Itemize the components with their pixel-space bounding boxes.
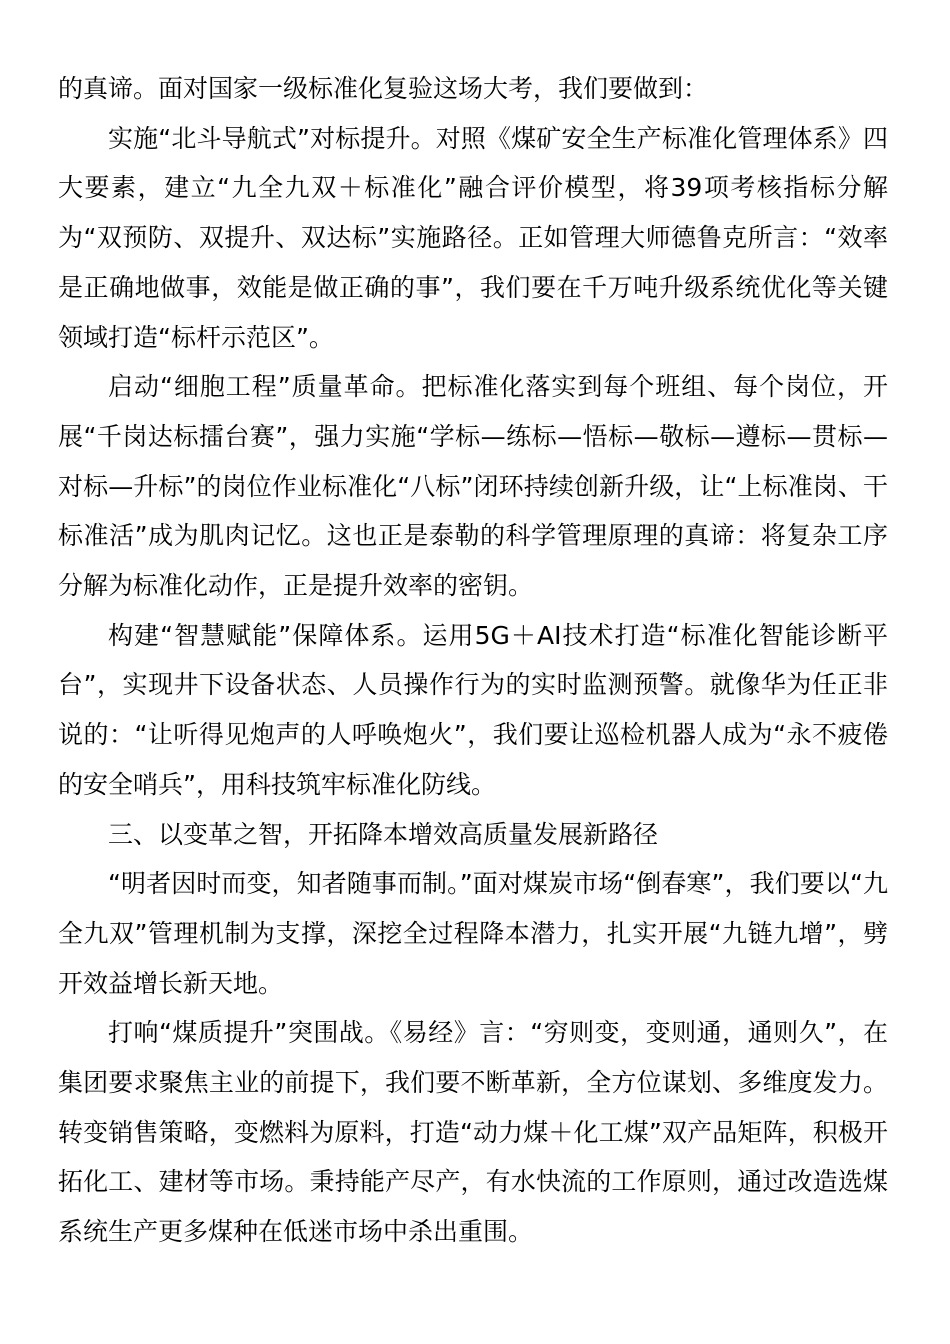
document-page [58,64,888,1257]
paragraph-1: 的真谛。面对国家一级标准化复验这场大考，我们要做到： [58,74,709,103]
paragraph-2: 实施“北斗导航式”对标提升。对照《煤矿安全生产标准化管理体系》四大要素，建立“九全九双＋标准化”融合评价模型，将39项考核指标分解为“双预防、双提升、双达标”实施路径。正如管理大师德鲁克所言：“效率是正确地做事，效能是做正确的事”，我们要在千万吨升级系统优化等关键领域打造“标杆示范区”。 [58,123,888,352]
paragraph-5: “明者因时而变，知者随事而制。”面对煤炭市场“倒春寒”，我们要以“九全九双”管理机制为支撑，深挖全过程降本潜力，扎实开展“九链九增”，劈开效益增长新天地。 [58,869,888,998]
paragraph-6: 打响“煤质提升”突围战。《易经》言：“穷则变，变则通，通则久”，在集团要求聚焦主业的前提下，我们要不断革新，全方位谋划、多维度发力。转变销售策略，变燃料为原料，打造“动力煤＋化工煤”双产品矩阵，积极开拓化工、建材等市场。秉持能产尽产，有水快流的工作原则，通过改造选煤系统生产更多煤种在低迷市场中杀出重围。 [58,1018,888,1247]
paragraph-3: 启动“细胞工程”质量革命。把标准化落实到每个班组、每个岗位，开展“千岗达标擂台赛”，强力实施“学标—练标—悟标—敬标—遵标—贯标—对标—升标”的岗位作业标准化“八标”闭环持续创新升级，让“上标准岗、干标准活”成为肌肉记忆。这也正是泰勒的科学管理原理的真谛：将复杂工序分解为标准化动作，正是提升效率的密钥。 [58,372,888,601]
section-heading: 三、以变革之智，开拓降本增效高质量发展新路径 [108,819,659,849]
paragraph-4: 构建“智慧赋能”保障体系。运用5G＋AI技术打造“标准化智能诊断平台”，实现井下设备状态、人员操作行为的实时监测预警。就像华为任正非说的：“让听得见炮声的人呼唤炮火”，我们要让巡检机器人成为“永不疲倦的安全哨兵”，用科技筑牢标准化防线。 [58,620,888,799]
